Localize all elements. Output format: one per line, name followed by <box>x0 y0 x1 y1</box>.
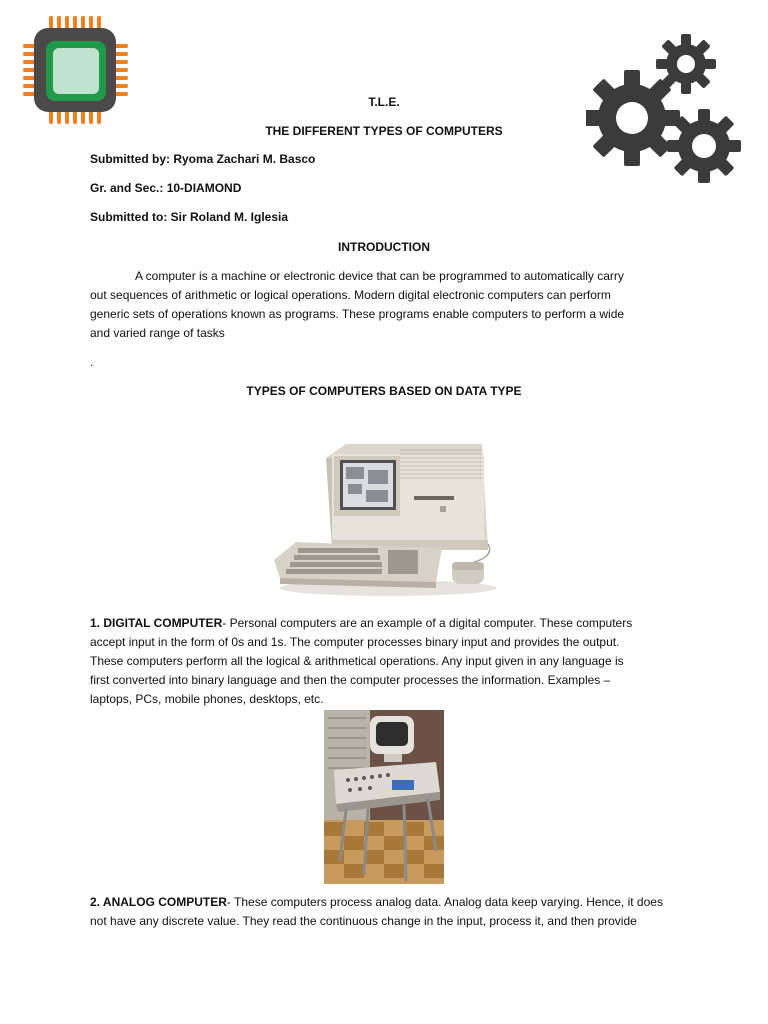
digital-line: - Personal computers are an example of a digital computer. These computers <box>222 616 633 630</box>
submitted-to: Submitted to: Sir Roland M. Iglesia <box>90 210 289 224</box>
document-title: T.L.E. <box>368 95 400 109</box>
submitted-by: Submitted by: Ryoma Zachari M. Basco <box>90 152 316 166</box>
analog-computer-image <box>324 710 444 884</box>
analog-line: - These computers process analog data. Analog data keep varying. Hence, it does <box>226 895 663 909</box>
intro-line: generic sets of operations known as programs. These programs enable computers to perform a wide <box>90 307 625 321</box>
grade-section: Gr. and Sec.: 10-DIAMOND <box>90 181 242 195</box>
digital-computer-title: 1. DIGITAL COMPUTER <box>90 616 223 630</box>
digital-line: accept input in the form of 0s and 1s. The computer processes binary input and provides the output. <box>90 635 620 649</box>
analog-computer-paragraph <box>90 893 690 931</box>
document-subtitle: THE DIFFERENT TYPES OF COMPUTERS <box>265 124 503 138</box>
section-heading: TYPES OF COMPUTERS BASED ON DATA TYPE <box>246 384 522 398</box>
intro-line: A computer is a machine or electronic device that can be programmed to automatically carry <box>135 269 624 283</box>
digital-computer-image <box>268 436 500 598</box>
digital-line: first converted into binary language and then the computer processes the information. Examples – <box>90 673 611 687</box>
digital-line: laptops, PCs, mobile phones, desktops, etc. <box>90 692 324 706</box>
digital-computer-paragraph <box>90 614 690 709</box>
analog-computer-title: 2. ANALOG COMPUTER <box>90 895 227 909</box>
analog-line: not have any discrete value. They read the continuous change in the input, process it, and then provide <box>90 914 637 928</box>
intro-line: and varied range of tasks <box>90 326 225 340</box>
intro-paragraph <box>90 267 690 343</box>
intro-heading: INTRODUCTION <box>338 240 430 254</box>
digital-line: These computers perform all the logical & arithmetical operations. Any input given in any language is <box>90 654 624 668</box>
intro-dot: . <box>90 355 94 369</box>
intro-line: out sequences of arithmetic or logical operations. Modern digital electronic computers can perform <box>90 288 611 302</box>
